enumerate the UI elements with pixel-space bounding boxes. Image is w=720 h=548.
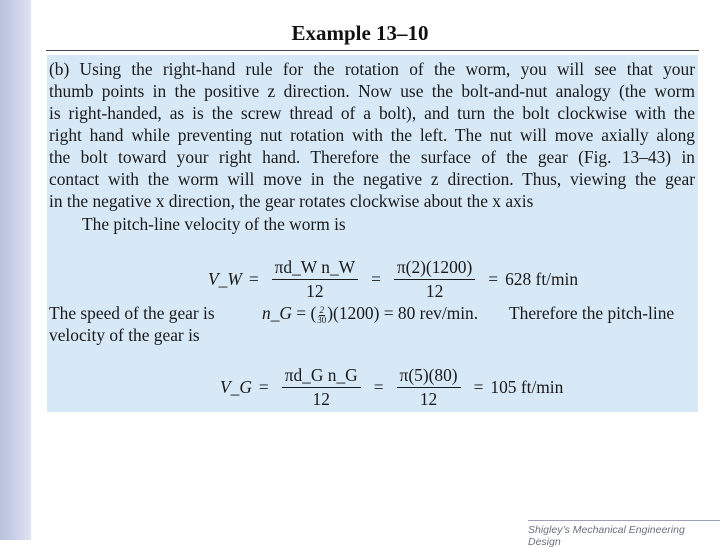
worm-velocity-equation: V_W = $\frac{\text{πd\_W n\_W}}{12}$ = $\frac{\pi(2)(1200)}{12}$ = 628 ft/min (208, 257, 579, 301)
gear-velocity-equation: V_G = $\frac{\text{πd\_G n\_G}}{12}$ = $\frac{\pi(5)(80)}{12}$ = 105 ft/min (220, 365, 564, 409)
body-line-1: (b) Using the right-hand rule for the rotation of the worm, you will see that your (49, 59, 695, 79)
body-line-5: the bolt toward your right hand. Therefore the surface of the gear (Fig. 13–43) in (49, 147, 695, 167)
body-line-2: thumb points in the positive z direction. Now use the bolt-and-nut analogy (the worm (49, 81, 695, 101)
body-line-4: right hand while preventing nut rotation with the left. The nut will move axially along (49, 125, 695, 145)
title-divider (46, 50, 699, 51)
slide-title: Example 13–10 (291, 21, 429, 45)
slide-side-bar (0, 0, 31, 540)
worm-velocity-result: 628 ft/min (505, 269, 579, 289)
body-line-7: in the negative x direction, the gear rotates clockwise about the x axis (49, 191, 534, 211)
gear-speed-text: The speed of the gear is (49, 303, 215, 323)
gear-fraction-numeric: $\frac{\pi(5)(80)}{12}$ (397, 366, 461, 409)
pitch-line-intro: The pitch-line velocity of the worm is (82, 214, 346, 234)
worm-fraction-numeric: $\frac{\pi(2)(1200)}{12}$ (394, 258, 475, 301)
gear-velocity-intro: velocity of the gear is (49, 325, 200, 345)
footer-source: Shigley’s Mechanical Engineering Design (528, 520, 720, 548)
body-line-6: contact with the worm will move in the negative z direction. Thus, viewing the gear (49, 169, 695, 189)
worm-fraction-symbolic: $\frac{\text{πd\_W n\_W}}{12}$ (272, 258, 358, 301)
gear-speed-continuation: Therefore the pitch-line (509, 303, 675, 323)
gear-fraction-symbolic: $\frac{\text{πd\_G n\_G}}{12}$ (282, 366, 361, 409)
body-line-3: is right-handed, as is the screw thread of a bolt), and turn the bolt clockwise with the (49, 103, 695, 123)
gear-velocity-result: 105 ft/min (490, 377, 564, 397)
gear-velocity-symbol: V_G (220, 377, 252, 397)
gear-speed-equation: n_G = ( $\frac{2}{30}$ )(1200) = 80 rev/min. (262, 303, 479, 325)
worm-velocity-symbol: V_W (208, 269, 242, 289)
gear-ratio-fraction: $\frac{2}{30}$ (317, 304, 327, 325)
